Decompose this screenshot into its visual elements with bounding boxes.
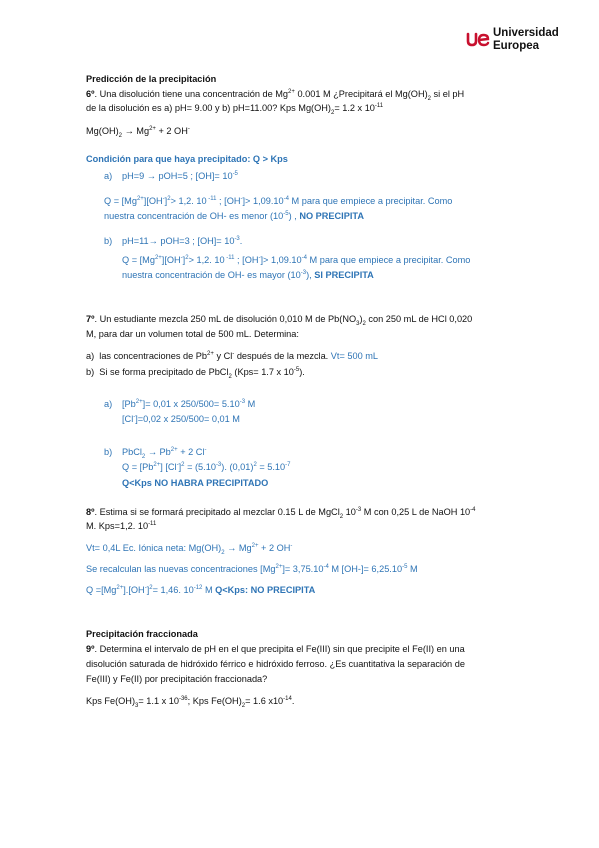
- answer-8-ionic-equation: Vt= 0,4L Ec. Iónica neta: $Mg(OH)_2 \to Mg^{2+} + 2$ OH-: [86, 542, 293, 556]
- answer-6a-q-line1: $Q = [Mg^{2+}][OH^-]^2> 1,2$. 10 $^{-11}$ ; $[OH^-]> 1,09.10^{-4}$ M para que empiece a precipitar. Como: [104, 195, 453, 206]
- answer-6a-label: a): [104, 171, 113, 181]
- problem-number: 8º: [86, 507, 95, 517]
- answer-7b-label: b): [104, 447, 113, 457]
- result-si-precipita: SI PRECIPITA: [314, 270, 374, 280]
- answer-6b-label: b): [104, 236, 113, 246]
- problem-number: 6º: [86, 89, 95, 99]
- answer-7a-cl: [Cl-]=0,02 x 250/500= 0,01 M: [122, 413, 240, 424]
- problem-number: 9º: [86, 644, 95, 654]
- problem-9-line1: 9º. Determina el intervalo de pH en el que precipita el Fe(III) sin que precipite el Fe(II) en una: [86, 644, 465, 654]
- problem-6-equation: $Mg(OH)_2 \to Mg^{2+} + 2$ OH-: [86, 125, 190, 139]
- answer-6b-q-line1: $Q = [Mg^{2+}][OH^-]^2> 1,2$. 10 $^{-11}$ ; $[OH^-]> 1,09.10^{-4}$ M para que empiece a precipitar. Como: [122, 254, 471, 265]
- university-logo: [466, 27, 566, 55]
- answer-8-concentrations: Se recalculan las nuevas concentraciones $[Mg^{2+}]= 3,75.10^{-4}$ M $[OH-]= 6,25.10^{-5}$ M: [86, 563, 418, 574]
- problem-6-line1: 6º. Una disolución tiene una concentración de $Mg^{2+}$ 0.001 M ¿Precipitará el $Mg(OH)_2$ si el pH: [86, 88, 465, 102]
- answer-7b-q: $Q = [Pb^{2+}] [Cl^-]^2 = (5.10^{-3})$. $(0,01)^2 = 5.10^{-7}$: [122, 461, 291, 472]
- section-title-fraccionada: Precipitación fraccionada: [86, 629, 198, 639]
- problem-7-line1: 7º. Un estudiante mezcla 250 mL de disolución 0,010 M de $Pb(NO_3)_2$ con 250 mL de HCl 0,020: [86, 314, 473, 327]
- answer-6a-ph: pH=9 → pOH=5 ; $[OH]= 10^{-5}$: [122, 170, 238, 181]
- problem-8-line2: M. Kps=1,2. $10^{-11}$: [86, 520, 157, 531]
- ue-logo-icon: [466, 31, 490, 47]
- logo-text-line1: Universidad: [493, 27, 559, 39]
- answer-7a-pb: $[Pb^{2+}]= 0,01$ x $250/500= 5.10^{-3}$ M: [122, 398, 256, 409]
- problem-9-line3: Fe(III) y Fe(II) por precipitación fraccionada?: [86, 674, 268, 684]
- answer-7b-equation: PbCl$_2$ → $Pb^{2+} + 2$ Cl-: [122, 446, 207, 460]
- problem-6-line2: de la disolución es a) pH= 9.00 y b) pH=11.00? Kps $Mg(OH)_2= 1.2$ x $10^{-11}$: [86, 102, 384, 116]
- problem-7-line2: M, para dar un volumen total de 500 mL. Determina:: [86, 329, 299, 339]
- problem-7-question-a: a) las concentraciones de $Pb^{2+}$ y Cl- después de la mezcla. Vt= 500 mL: [86, 350, 379, 361]
- answer-8-q: $Q =[Mg^{2+}].[OH^-]^2= 1,46$. $10^{-12}$ M Q<Kps: NO PRECIPITA: [86, 584, 316, 595]
- problem-8-line1: 8º. Estima si se formará precipitado al mezclar 0.15 L de MgCl$_2$ $10^{-3}$ M con 0,25 L de NaOH $10^{-4}$: [86, 506, 476, 520]
- section-title-prediccion: Predicción de la precipitación: [86, 74, 217, 84]
- answer-6b-ph: pH=11→ pOH=3 ; $[OH]= 10^{-3}$.: [122, 235, 243, 246]
- logo-text-line2: Europea: [493, 40, 540, 52]
- problem-7-question-b: b) Si se forma precipitado de PbCl$_2$ (Kps= 1.7 x $10^{-5}$).: [86, 366, 305, 380]
- answer-6b-q-line2: nuestra concentración de OH- es mayor $(10^{-3})$, SI PRECIPITA: [122, 269, 374, 280]
- precipitation-condition: Condición para que haya precipitado: Q > Kps: [86, 154, 288, 164]
- problem-9-kps: Kps $Fe(OH)_3= 1.1$ x $10^{-36}$; Kps $Fe(OH)_2= 1.6$ $x10^{-14}$.: [86, 695, 295, 709]
- answer-7a-label: a): [104, 399, 113, 409]
- answer-7b-result: Q<Kps NO HABRA PRECIPITADO: [122, 478, 269, 488]
- problem-9-line2: disolución saturada de hidróxido férrico e hidróxido ferroso. ¿Es cuantitativa la separación de: [86, 659, 465, 669]
- problem-number: 7º: [86, 314, 95, 324]
- result-no-precipita: NO PRECIPITA: [299, 211, 364, 221]
- answer-6a-q-line2: nuestra concentración de OH- es menor $(10^{-5})$ , NO PRECIPITA: [104, 210, 364, 221]
